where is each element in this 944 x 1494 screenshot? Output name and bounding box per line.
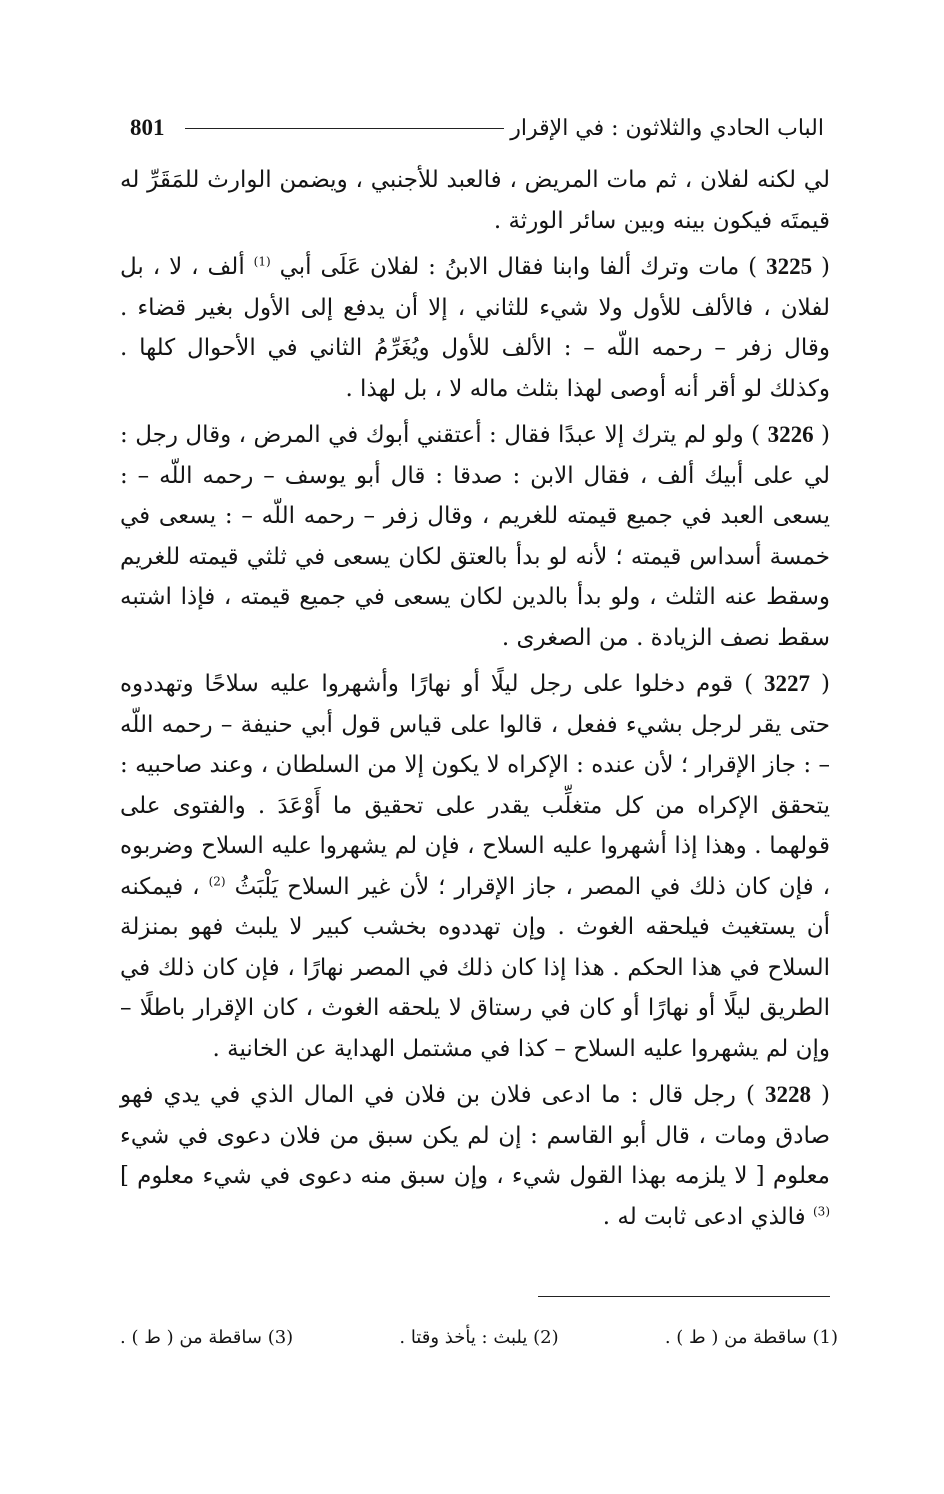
paragraph-continuation — [120, 160, 830, 241]
page-header — [130, 108, 824, 148]
entry-3228: ( 3228 ) رجل قال : ما ادعى فلان بن فلان في المال الذي في يدي فهو صادق ومات ، قال أبو القاسم : إن لم يكن سبق من فلان دعوى في شيء معلوم [ لا يلزمه بهذا القول شيء ، وإن سبق منه دعوى في شيء معلوم ] $^{(3)}$ فالذي ادعى ثابت له . — [120, 1082, 830, 1230]
footnote-ref: (2) — [208, 873, 226, 888]
entry-text: رجل قال : ما ادعى فلان بن فلان في المال الذي في يدي فهو صادق ومات ، قال أبو القاسم : إن لم يكن سبق من فلان دعوى في شيء معلوم [ لا يلزمه بهذا القول شيء ، وإن سبق منه دعوى في شيء معلوم ] — [120, 1082, 830, 1189]
entry-number: 3228 — [764, 1082, 811, 1107]
footnote-2: (2) يلبث : يأخذ وقتا . — [399, 1326, 559, 1348]
running-title: الباب الحادي والثلاثون : في الإقرار — [510, 115, 824, 141]
entry-text-cont: ، فيمكنه أن يستغيث فيلحقه الغوث . وإن تهددوه بخشب كبير لا يلبث فهو بمنزلة السلاح في هذا الحكم . هذا إذا كان ذلك في المصر نهارًا ، فإن كان ذلك في الطريق ليلًا أو نهارًا أو كان في رستاق لا يلحقه الغوث ، كان الإقرار باطلًا – وإن لم يشهروا عليه السلاح – كذا في مشتمل الهداية عن الخانية . — [120, 873, 830, 1062]
footnotes — [120, 1322, 838, 1352]
entry-text-cont: فالذي ادعى ثابت له . — [602, 1203, 806, 1230]
entry-number: 3227 — [764, 671, 811, 696]
entry-3227: ( 3227 ) قوم دخلوا على رجل ليلًا أو نهارًا وأشهروا عليه سلاحًا وتهددوه حتى يقر لرجل بشيء ففعل ، قالوا على قياس قول أبي حنيفة – رحمه اللّه – : جاز الإقرار ؛ لأن عنده : الإكراه لا يكون إلا من السلطان ، وعند صاحبيه : يتحقق الإكراه من كل متغلِّب يقدر على تحقيق ما أَوْعَدَ . والفتوى على قولهما . وهذا إذا أشهروا عليه السلاح ، فإن لم يشهروا عليه السلاح وضربوه ، فإن كان ذلك في المصر ، جاز الإقرار ؛ لأن غير السلاح يَلْبَثُ $^{(2)}$ ، فيمكنه أن يستغيث فيلحقه الغوث . وإن تهددوه بخشب كبير لا يلبث فهو بمنزلة السلاح في هذا الحكم . هذا إذا كان ذلك في المصر نهارًا ، فإن كان ذلك في الطريق ليلًا أو نهارًا أو كان في رستاق لا يلحقه الغوث ، كان الإقرار باطلًا – وإن لم يشهروا عليه السلاح – كذا في مشتمل الهداية عن الخانية . — [120, 671, 831, 1062]
entry-text: قوم دخلوا على رجل ليلًا أو نهارًا وأشهروا عليه سلاحًا وتهددوه حتى يقر لرجل بشيء ففعل ، قالوا على قياس قول أبي حنيفة – رحمه اللّه – : جاز الإقرار ؛ لأن عنده : الإكراه لا يكون إلا من السلطان ، وعند صاحبيه : يتحقق الإكراه من كل متغلِّب يقدر على تحقيق ما أَوْعَدَ . والفتوى على قولهما . وهذا إذا أشهروا عليه السلاح ، فإن لم يشهروا عليه السلاح وضربوه ، فإن كان ذلك في المصر ، جاز الإقرار ؛ لأن غير السلاح يَلْبَثُ — [120, 671, 831, 900]
header-rule — [185, 128, 505, 129]
page-body — [120, 160, 830, 1243]
footnote-separator — [538, 1296, 830, 1297]
entry-number: 3225 — [766, 254, 813, 279]
entry-text: مات وترك ألفا وابنا فقال الابنُ : لفلان عَلَى أبي — [279, 254, 740, 280]
page-number: 801 — [130, 115, 165, 140]
paragraph-text: لي لكنه لفلان ، ثم مات المريض ، فالعبد للأجنبي ، ويضمن الوارث للمَقَرِّ له قيمتَه فيكون بينه وبين سائر الورثة . — [120, 167, 830, 234]
entry-number: 3226 — [767, 422, 814, 447]
footnote-ref: (1) — [253, 254, 271, 269]
entry-text-cont: ألف ، لا ، بل لفلان ، فالألف للأول ولا شيء للثاني ، إلا أن يدفع إلى الأول بغير قضاء . وقال زفر – رحمه اللّه – : الألف للأول ويُغَرِّمُ الثاني في الأحوال كلها . وكذلك لو أقر أنه أوصى لهذا بثلث ماله لا ، بل لهذا . — [120, 254, 830, 402]
footnote-ref: (3) — [812, 1203, 830, 1218]
entry-text: ولو لم يترك إلا عبدًا فقال : أعتقني أبوك في المرض ، وقال رجل : لي على أبيك ألف ، فقال الابن : صدقا : قال أبو يوسف – رحمه اللّه – : يسعى العبد في جميع قيمته للغريم ، وقال زفر – رحمه اللّه – : يسعى في خمسة أسداس قيمته ؛ لأنه لو بدأ بالعتق لكان يسعى في ثلثي قيمته للغريم وسقط عنه الثلث ، ولو بدأ بالدين لكان يسعى في جميع قيمته ، فإذا اشتبه سقط نصف الزيادة . من الصغرى . — [120, 422, 830, 651]
entry-3226: ( 3226 ) ولو لم يترك إلا عبدًا فقال : أعتقني أبوك في المرض ، وقال رجل : لي على أبيك ألف ، فقال الابن : صدقا : قال أبو يوسف – رحمه اللّه – : يسعى العبد في جميع قيمته للغريم ، وقال زفر – رحمه اللّه – : يسعى في خمسة أسداس قيمته ؛ لأنه لو بدأ بالعتق لكان يسعى في ثلثي قيمته للغريم وسقط عنه الثلث ، ولو بدأ بالدين لكان يسعى في جميع قيمته ، فإذا اشتبه سقط نصف الزيادة . من الصغرى . — [120, 422, 830, 651]
footnote-3: (3) ساقطة من ( ط ) . — [120, 1326, 294, 1348]
footnote-1: (1) ساقطة من ( ط ) . — [664, 1326, 838, 1348]
entry-3225: ( 3225 ) مات وترك ألفا وابنا فقال الابنُ : لفلان عَلَى أبي $^{(1)}$ ألف ، لا ، بل لفلان ، فالألف للأول ولا شيء للثاني ، إلا أن يدفع إلى الأول بغير قضاء . وقال زفر – رحمه اللّه – : الألف للأول ويُغَرِّمُ الثاني في الأحوال كلها . وكذلك لو أقر أنه أوصى لهذا بثلث ماله لا ، بل لهذا . — [120, 254, 830, 402]
